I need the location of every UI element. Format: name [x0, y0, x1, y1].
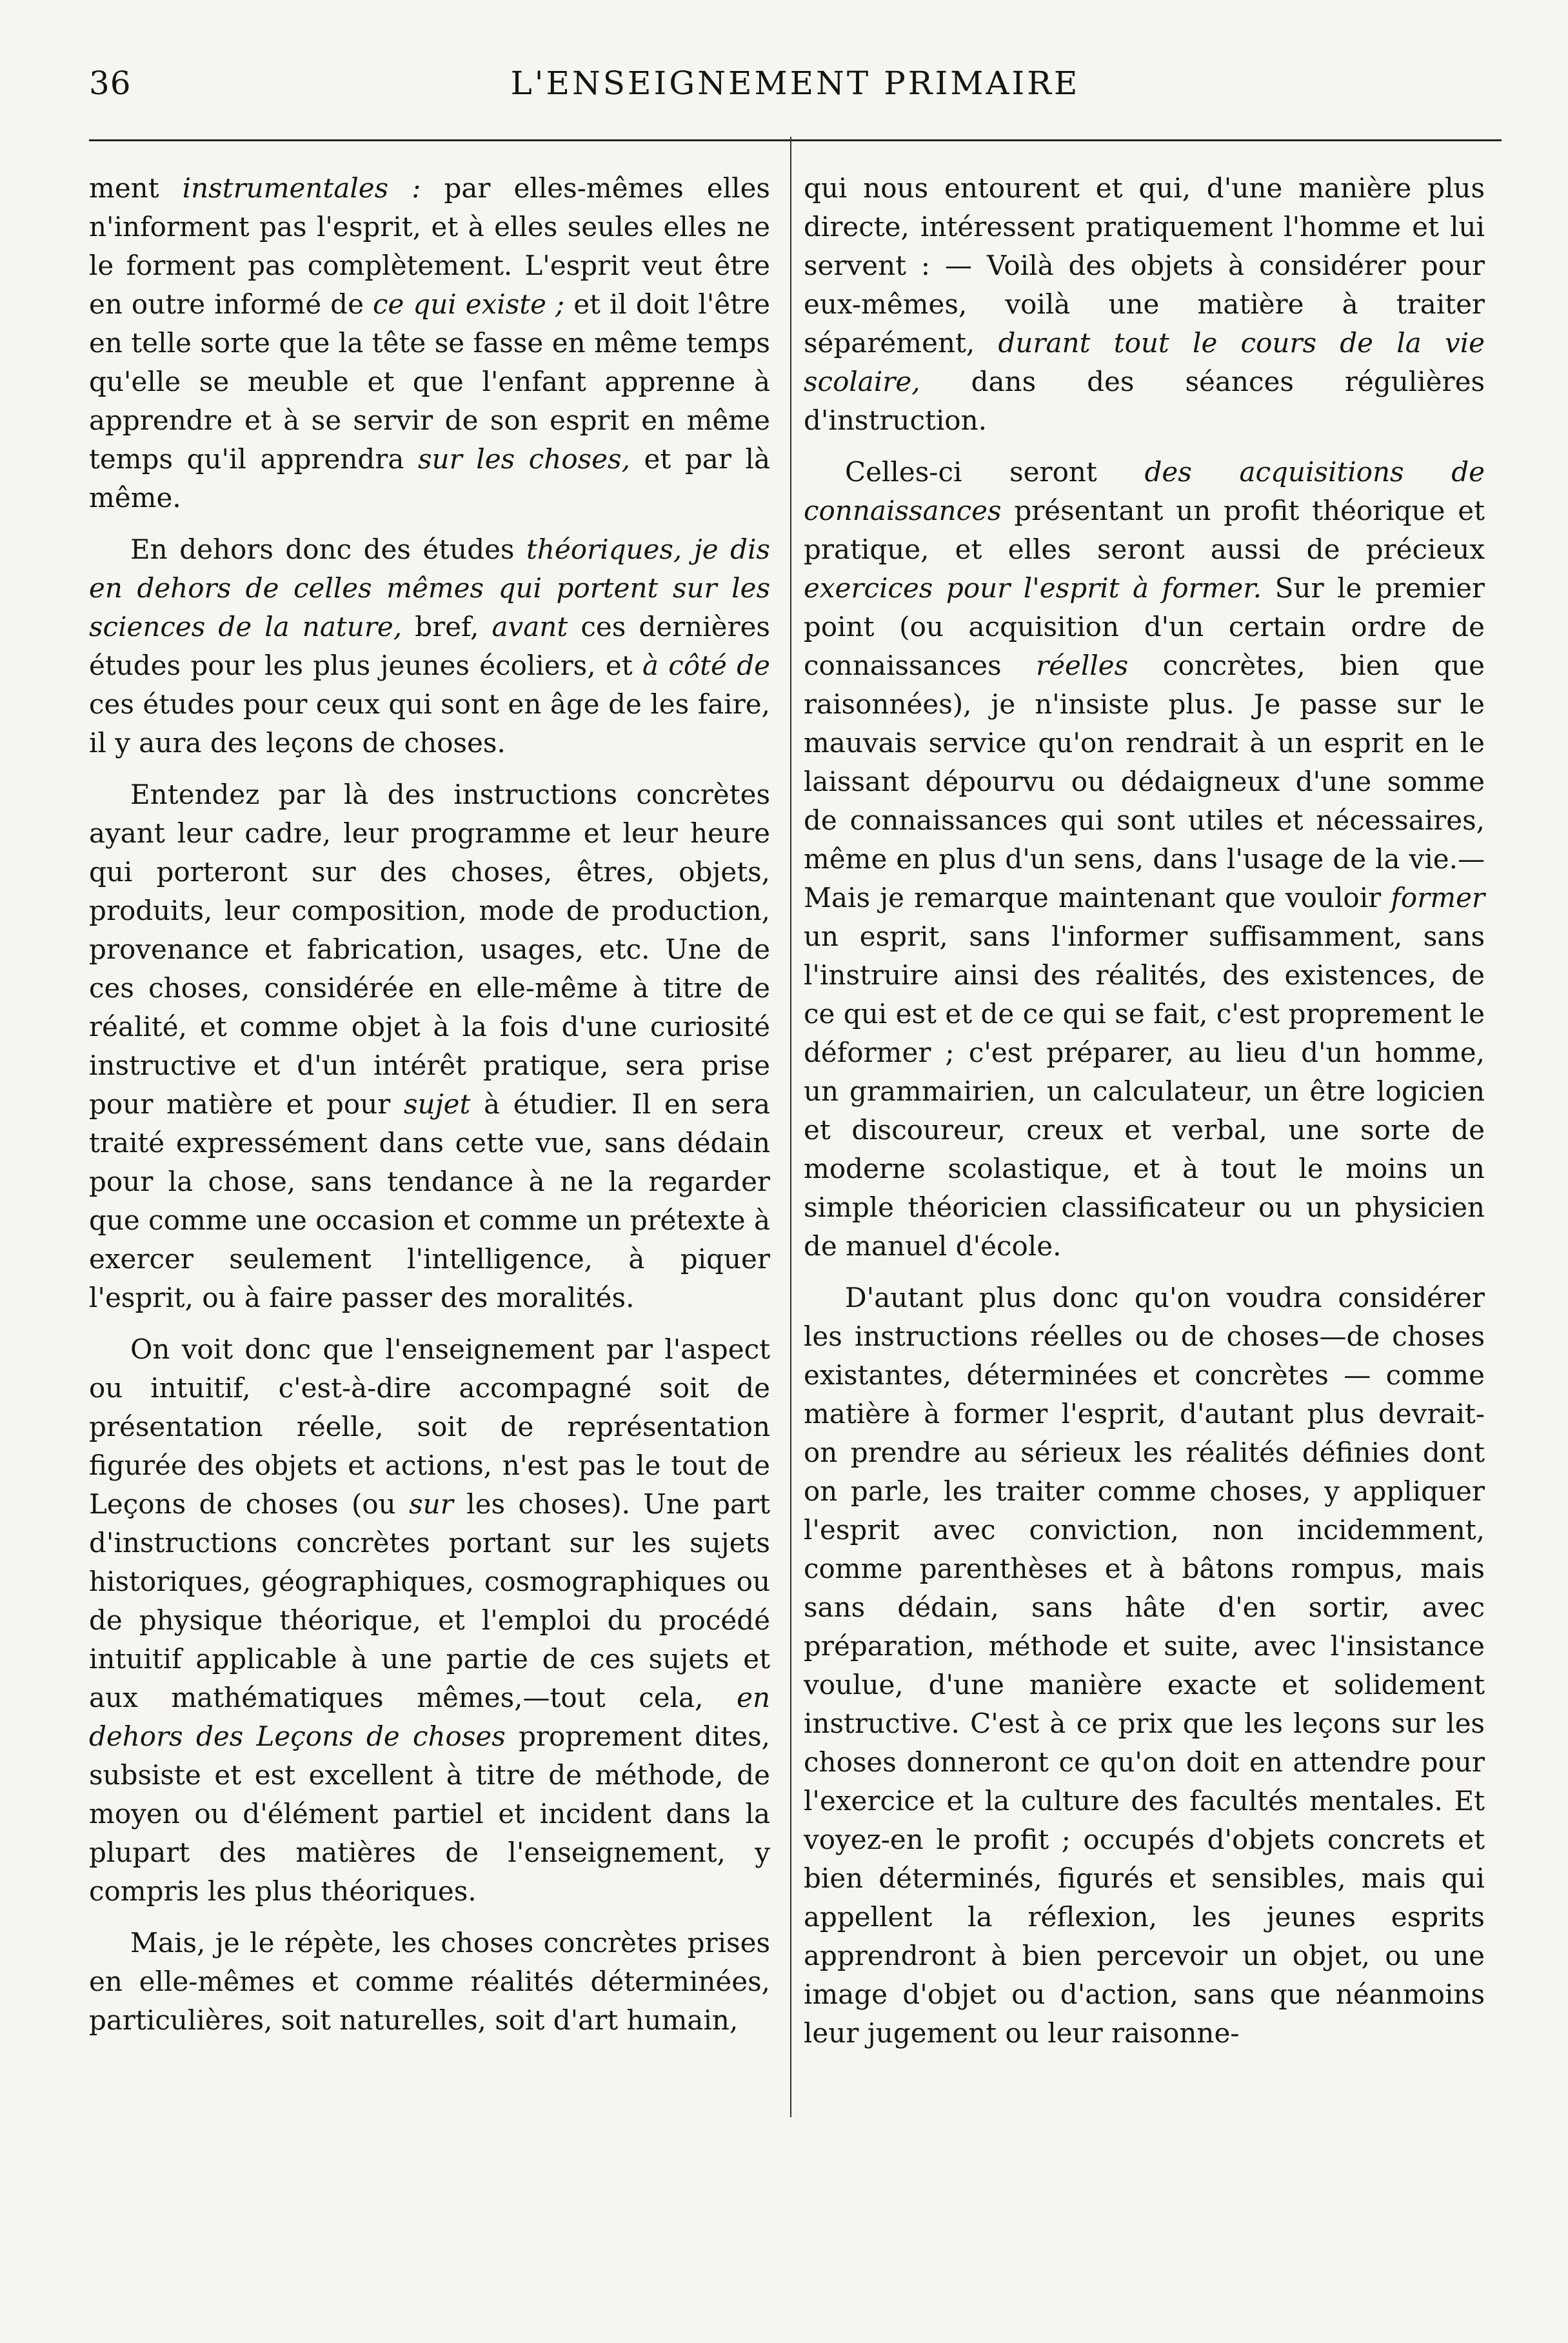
text-run: et par là même.	[89, 443, 770, 513]
italic-text: sur les choses,	[418, 443, 630, 475]
italic-text: ce qui existe ;	[372, 288, 565, 320]
text-run: Entendez par là des instructions concrètes ayant leur cadre, leur programme et leur heure qui porteront sur des choses, êtres, objets, produits, leur composition, mode de production, provenance et fabrication, usages, etc. Une de ces choses, considérée en elle-même à titre de réalité, et comme objet à la fois d'une curiosité instructive et d'un intérêt pratique, sera prise pour matière et pour	[89, 779, 770, 1120]
italic-text: sujet	[404, 1088, 471, 1120]
text-run: On voit donc que l'enseignement par l'aspect ou intuitif, c'est-à-dire accompagné soit de présentation réelle, soit de représentation figurée des objets et actions, n'est pas le tout de Leçons de choses (ou	[89, 1333, 770, 1520]
italic-text: théoriques, je dis en dehors de celles mêmes qui portent sur les sciences de la nature,	[89, 533, 770, 643]
page-number: 36	[89, 65, 132, 102]
running-title: L'ENSEIGNEMENT PRIMAIRE	[510, 65, 1080, 102]
right-column	[804, 169, 1485, 2066]
text-run: à étudier. Il en sera traité expressément dans cette vue, sans dédain pour la chose, sans tendance à ne la regarder que comme une occasion et comme un prétexte à exercer seulement l'intelligence, à piquer l'esprit, ou à faire passer des moralités.	[89, 1088, 770, 1313]
text-run: En dehors donc des études	[130, 533, 526, 565]
italic-text: réelles	[1036, 650, 1129, 681]
italic-text: à côté de	[642, 650, 770, 681]
text-run: dans des séances régulières d'instruction.	[804, 366, 1485, 436]
italic-text: avant	[491, 611, 568, 643]
paragraph	[89, 1330, 770, 1911]
page-header	[89, 65, 1502, 116]
paragraph	[89, 169, 770, 517]
text-run: qui nous entourent et qui, d'une manière plus directe, intéressent pratiquement l'homme et lui servent : — Voilà des objets à considérer pour eux-mêmes, voilà une matière à traiter séparément,	[804, 172, 1485, 359]
text-run: présentant un profit théorique et pratique, et elles seront aussi de précieux	[804, 495, 1485, 565]
text-run: par elles-mêmes elles n'informent pas l'esprit, et à elles seules elles ne le forment pas complètement. L'esprit veut être en outre informé de	[89, 172, 770, 320]
paragraph	[804, 453, 1485, 1266]
paragraph	[89, 775, 770, 1317]
text-run: un esprit, sans l'informer suffisamment, sans l'instruire ainsi des réalités, des existences, de ce qui est et de ce qui se fait, c'est proprement le déformer ; c'est préparer, au lieu d'un homme, un grammairien, un calculateur, un être logicien et discoureur, creux et verbal, une sorte de moderne scolastique, et à tout le moins un simple théoricien classificateur ou un physicien de manuel d'école.	[804, 921, 1485, 1262]
text-run: concrètes, bien que raisonnées), je n'insiste plus. Je passe sur le mauvais service qu'on rendrait à un esprit en le laissant dépourvu ou dédaigneux d'une somme de connaissances qui sont utiles et nécessaires, même en plus d'un sens, dans l'usage de la vie.—Mais je remarque maintenant que vouloir	[804, 650, 1485, 913]
paragraph	[804, 1279, 1485, 2053]
text-run: ces dernières études pour les plus jeunes écoliers, et	[89, 611, 770, 681]
italic-text: en dehors des Leçons de choses	[89, 1682, 770, 1752]
text-run: Sur le premier point (ou acquisition d'un certain ordre de connaissances	[804, 572, 1485, 681]
text-run: ces études pour ceux qui sont en âge de les faire, il y aura des leçons de choses.	[89, 688, 770, 759]
paragraph	[804, 169, 1485, 440]
left-column	[89, 169, 770, 2053]
text-run: D'autant plus donc qu'on voudra considérer les instructions réelles ou de choses—de choses existantes, déterminées et concrètes — comme matière à former l'esprit, d'autant plus devrait-on prendre au sérieux les réalités définies dont on parle, les traiter comme choses, y appliquer l'esprit avec conviction, non incidemment, comme parenthèses et à bâtons rompus, mais sans dédain, sans hâte d'en sortir, avec préparation, méthode et suite, avec l'insistance voulue, d'une manière exacte et solidement instructive. C'est à ce prix que les leçons sur les choses donneront ce qu'on doit en attendre pour l'exercice et la culture des facultés mentales. Et voyez-en le profit ; occupés d'objets concrets et bien déterminés, figurés et sensibles, mais qui appellent la réflexion, les jeunes esprits apprendront à bien percevoir un objet, ou une image d'objet ou d'action, sans que néanmoins leur jugement ou leur raisonne-	[804, 1282, 1485, 2049]
italic-text: durant tout le cours de la vie scolaire,	[804, 327, 1485, 397]
text-run: proprement dites, subsiste et est excellent à titre de méthode, de moyen ou d'élément partiel et incident dans la plupart des matières de l'enseignement, y compris les plus théoriques.	[89, 1720, 770, 1907]
paragraph	[89, 530, 770, 763]
column-divider	[790, 137, 791, 2117]
italic-text: former	[1391, 882, 1485, 913]
italic-text: exercices pour l'esprit à former.	[804, 572, 1262, 604]
paragraph	[89, 1924, 770, 2040]
text-run: et il doit l'être en telle sorte que la tête se fasse en même temps qu'elle se meuble et que l'enfant apprenne à apprendre et à se servir de son esprit en même temps qu'il apprendra	[89, 288, 770, 475]
text-run: ment	[89, 172, 183, 204]
header-rule	[89, 139, 1502, 141]
text-run: Mais, je le répète, les choses concrètes prises en elle-mêmes et comme réalités déterminées, particulières, soit naturelles, soit d'art humain,	[89, 1927, 770, 2036]
text-run: bref,	[402, 611, 492, 643]
italic-text: instrumentales :	[182, 172, 421, 204]
text-run: les choses). Une part d'instructions concrètes portant sur les sujets historiques, géographiques, cosmographiques ou de physique théorique, et l'emploi du procédé intuitif applicable à une partie de ces sujets et aux mathématiques mêmes,—tout cela,	[89, 1488, 770, 1713]
text-run: Celles-ci seront	[845, 456, 1145, 488]
italic-text: sur	[409, 1488, 453, 1520]
italic-text: des acquisitions de connaissances	[804, 456, 1485, 526]
